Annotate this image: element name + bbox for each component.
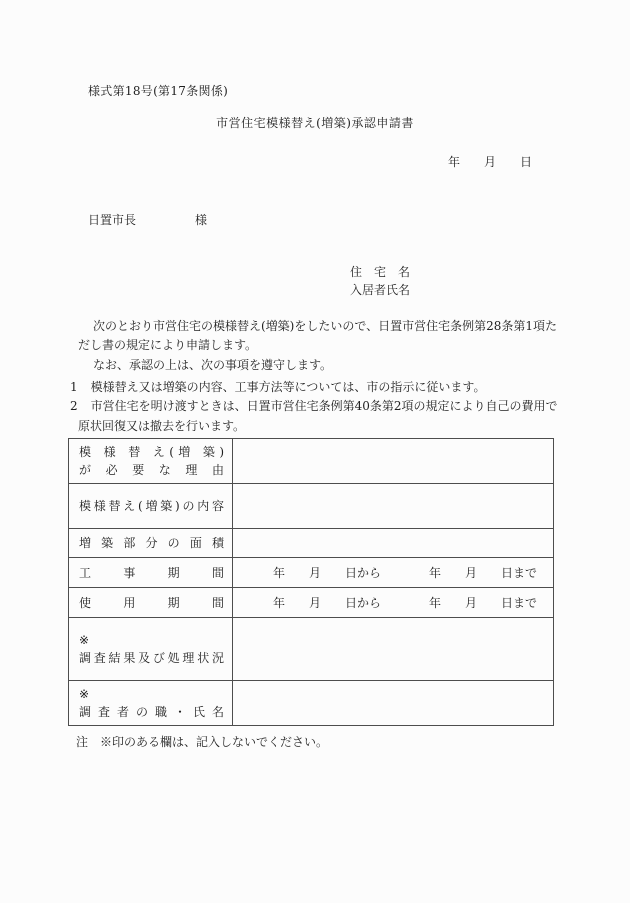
- condition-item-1: [68, 378, 568, 397]
- body-text: [68, 317, 562, 375]
- conditions-list: [68, 378, 568, 436]
- table-row-area: [69, 529, 554, 558]
- table-row-reason: [69, 439, 554, 484]
- date-line: 年 月 日: [448, 155, 533, 169]
- label-reason-line2: が 必 要 な 理 由: [79, 463, 224, 477]
- label-construction-period-line1: 工 事 期 間: [79, 565, 224, 580]
- body-paragraph-2: なお、承認の上は、次の事項を遵守します。: [93, 357, 333, 372]
- value-extension-area: [233, 529, 554, 558]
- label-content-line1: 模様替え(増築)の内容: [79, 499, 224, 513]
- application-table: [68, 438, 554, 726]
- label-surveyor-title-name: [69, 681, 233, 726]
- value-surveyor-title-name: [233, 681, 554, 726]
- value-survey-results: [233, 618, 554, 681]
- form-number: 様式第18号(第17条関係): [88, 84, 229, 98]
- addressee-honorific: 様: [195, 213, 208, 227]
- condition-item-1-text: 模様替え又は増築の内容、工事方法等については、市の指示に従います。: [90, 380, 486, 394]
- label-surveyor-line2: 調 査 者 の 職 ・ 氏 名: [79, 705, 224, 719]
- condition-item-2-number: 2: [70, 399, 78, 414]
- value-reason-for-remodeling: [233, 439, 554, 484]
- label-reason-for-remodeling: [69, 439, 233, 484]
- value-remodeling-content: [233, 484, 554, 529]
- value-construction-period: 年 月 日から 年 月 日まで: [233, 558, 554, 588]
- addressee-line: [88, 211, 207, 228]
- condition-item-2: [68, 397, 568, 436]
- table-row-surveyor: [69, 681, 554, 726]
- label-remodeling-content: [69, 484, 233, 529]
- label-usage-period-line1: 使 用 期 間: [79, 595, 224, 610]
- body-paragraph-1: 次のとおり市営住宅の模様替え(増築)をしたいので、日置市営住宅条例第28条第1項ただし書の規定により申請します。: [78, 319, 558, 353]
- label-extension-area: [69, 529, 233, 558]
- condition-item-2-text: 市営住宅を明け渡すときは、日置市営住宅条例第40条第2項の規定により自己の費用で原状回復又は撤去を行います。: [78, 399, 558, 433]
- table-row-construction-period: [69, 558, 554, 588]
- document-title: 市営住宅模様替え(増築)承認申請書: [216, 116, 414, 130]
- housing-name-label: 住 宅 名: [350, 265, 411, 279]
- label-survey-results-line2: 調査結果及び処理状況: [79, 651, 224, 665]
- label-survey-results-asterisk: ※: [79, 633, 90, 647]
- applicant-block: [350, 264, 410, 299]
- label-survey-results: [69, 618, 233, 681]
- footer-note: 注 ※印のある欄は、記入しないでください。: [76, 735, 329, 749]
- label-reason-line1: 模 様 替 え(増 築): [79, 445, 224, 459]
- table-row-usage-period: [69, 588, 554, 618]
- label-area-line1: 増 築 部 分 の 面 積: [79, 536, 224, 550]
- resident-name-label: 入居者氏名: [350, 282, 411, 297]
- table-row-survey-results: [69, 618, 554, 681]
- label-usage-period: [69, 588, 233, 618]
- value-usage-period: 年 月 日から 年 月 日まで: [233, 588, 554, 618]
- table-row-content: [69, 484, 554, 529]
- label-surveyor-asterisk: ※: [79, 687, 90, 701]
- condition-item-1-number: 1: [70, 380, 78, 394]
- addressee-name: 日置市長: [88, 213, 137, 227]
- label-construction-period: [69, 558, 233, 588]
